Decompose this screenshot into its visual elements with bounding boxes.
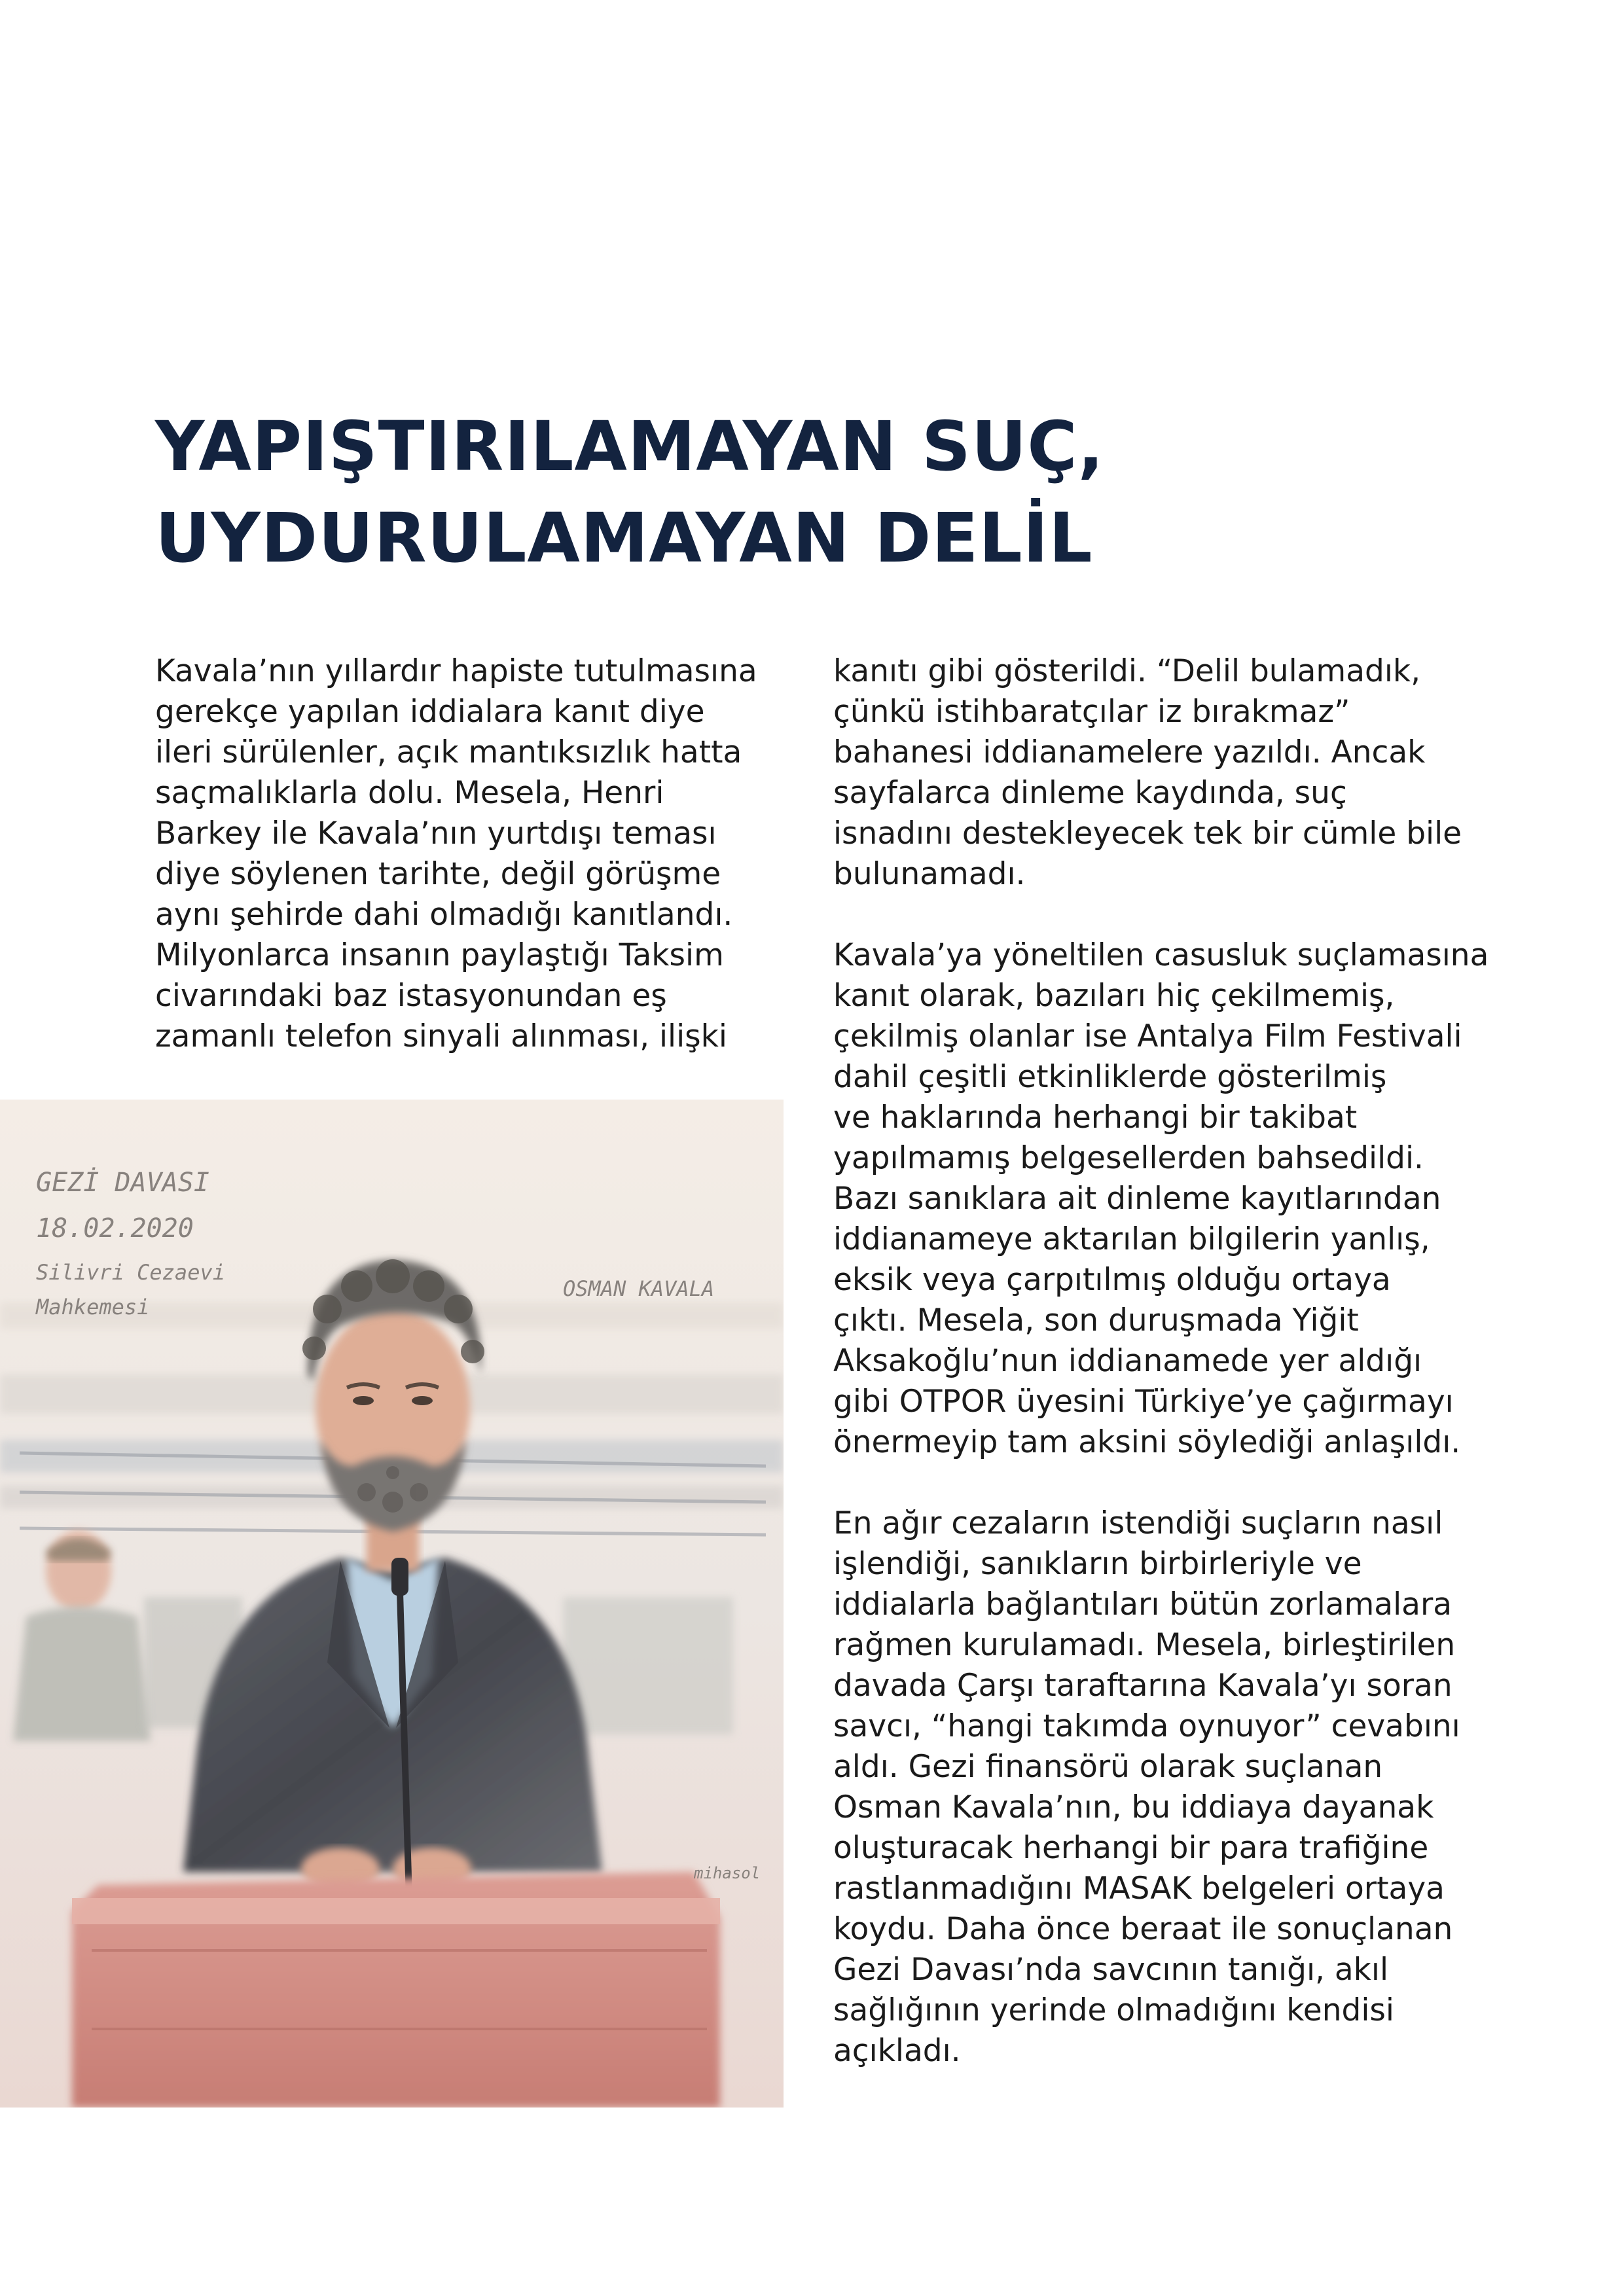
text-line: Osman Kavala’nın, bu iddiaya dayanak [833,1789,1434,1825]
text-line: kanıt olarak, bazıları hiç çekilmemiş, [833,978,1395,1014]
text-line: aldı. Gezi finansörü olarak suçlanan [833,1749,1383,1785]
text-line: civarındaki baz istasyonundan eş [155,978,667,1014]
text-line: eksik veya çarpıtılmış olduğu ortaya [833,1262,1391,1298]
text-line: Kavala’ya yöneltilen casusluk suçlamasına [833,937,1489,973]
text-line: ileri sürülenler, açık mantıksızlık hatta [155,734,742,770]
text-line: diye söylenen tarihte, değil görüşme [155,856,721,892]
text-line: yapılmamış belgesellerden bahsedildi. [833,1140,1424,1176]
text-line: Barkey ile Kavala’nın yurtdışı teması [155,816,717,852]
sketch-caption-line-1: GEZİ DAVASI [36,1168,209,1198]
sketch-caption-line-4: Mahkemesi [36,1295,150,1319]
left-column [155,651,797,1057]
text-line: zamanlı telefon sinyali alınması, ilişki [155,1018,727,1054]
text-line: gerekçe yapılan iddialara kanıt diye [155,694,705,730]
text-line: önermeyip tam aksini söylediği anlaşıldı. [833,1424,1461,1460]
text-line: ve haklarında herhangi bir takibat [833,1100,1358,1136]
text-line: Kavala’nın yıllardır hapiste tutulmasına [155,653,757,689]
text-line: saçmalıklarla dolu. Mesela, Henri [155,775,664,811]
text-line: açıkladı. [833,2033,961,2069]
text-line: koydu. Daha önce beraat ile sonuçlanan [833,1911,1453,1947]
text-line: oluşturacak herhangi bir para trafiğine [833,1830,1429,1866]
right-paragraph-2 [833,935,1501,1463]
text-line: işlendiği, sanıkların birbirleriyle ve [833,1546,1362,1582]
text-line: Milyonlarca insanın paylaştığı Taksim [155,937,724,973]
right-column [833,651,1501,2072]
text-line: çekilmiş olanlar ise Antalya Film Festivali [833,1018,1462,1054]
page-title [155,401,1104,584]
title-line-2: UYDURULAMAYAN DELİL [155,498,1093,578]
courtroom-sketch [0,1100,784,2108]
text-line: iddialarla bağlantıları bütün zorlamalara [833,1587,1453,1623]
right-paragraph-3 [833,1503,1501,2072]
right-paragraph-1 [833,651,1501,895]
text-line: dahil çeşitli etkinliklerde gösterilmiş [833,1059,1387,1095]
text-line: bahanesi iddianamelere yazıldı. Ancak [833,734,1426,770]
text-line: savcı, “hangi takımda oynuyor” cevabını [833,1708,1460,1744]
text-line: isnadını destekleyecek tek bir cümle bile [833,816,1462,852]
text-line: kanıtı gibi gösterildi. “Delil bulamadık, [833,653,1421,689]
text-line: bulunamadı. [833,856,1026,892]
sketch-signature: mihasol [694,1864,761,1882]
title-line-1: YAPIŞTIRILAMAYAN SUÇ, [155,406,1105,486]
text-line: Gezi Davası’nda savcının tanığı, akıl [833,1952,1389,1988]
sketch-name-label: OSMAN KAVALA [563,1276,715,1301]
text-line: davada Çarşı taraftarına Kavala’yı soran [833,1668,1453,1704]
text-line: Aksakoğlu’nun iddianamede yer aldığı [833,1343,1422,1379]
text-line: aynı şehirde dahi olmadığı kanıtlandı. [155,897,733,933]
text-line: çıktı. Mesela, son duruşmada Yiğit [833,1302,1359,1338]
text-line: rağmen kurulamadı. Mesela, birleştirilen [833,1627,1456,1663]
sketch-caption-line-2: 18.02.2020 [36,1213,194,1244]
text-line: sağlığının yerinde olmadığını kendisi [833,1992,1394,2028]
text-line: çünkü istihbaratçılar iz bırakmaz” [833,694,1350,730]
text-line: rastlanmadığını MASAK belgeleri ortaya [833,1871,1445,1907]
text-line: En ağır cezaların istendiği suçların nasıl [833,1505,1443,1541]
sketch-caption-line-3: Silivri Cezaevi [36,1260,225,1285]
text-line: iddianameye aktarılan bilgilerin yanlış, [833,1221,1430,1257]
text-line: sayfalarca dinleme kaydında, suç [833,775,1347,811]
left-paragraph-1 [155,651,797,1057]
text-line: gibi OTPOR üyesini Türkiye’ye çağırmayı [833,1384,1454,1420]
text-line: Bazı sanıklara ait dinleme kayıtlarından [833,1181,1441,1217]
